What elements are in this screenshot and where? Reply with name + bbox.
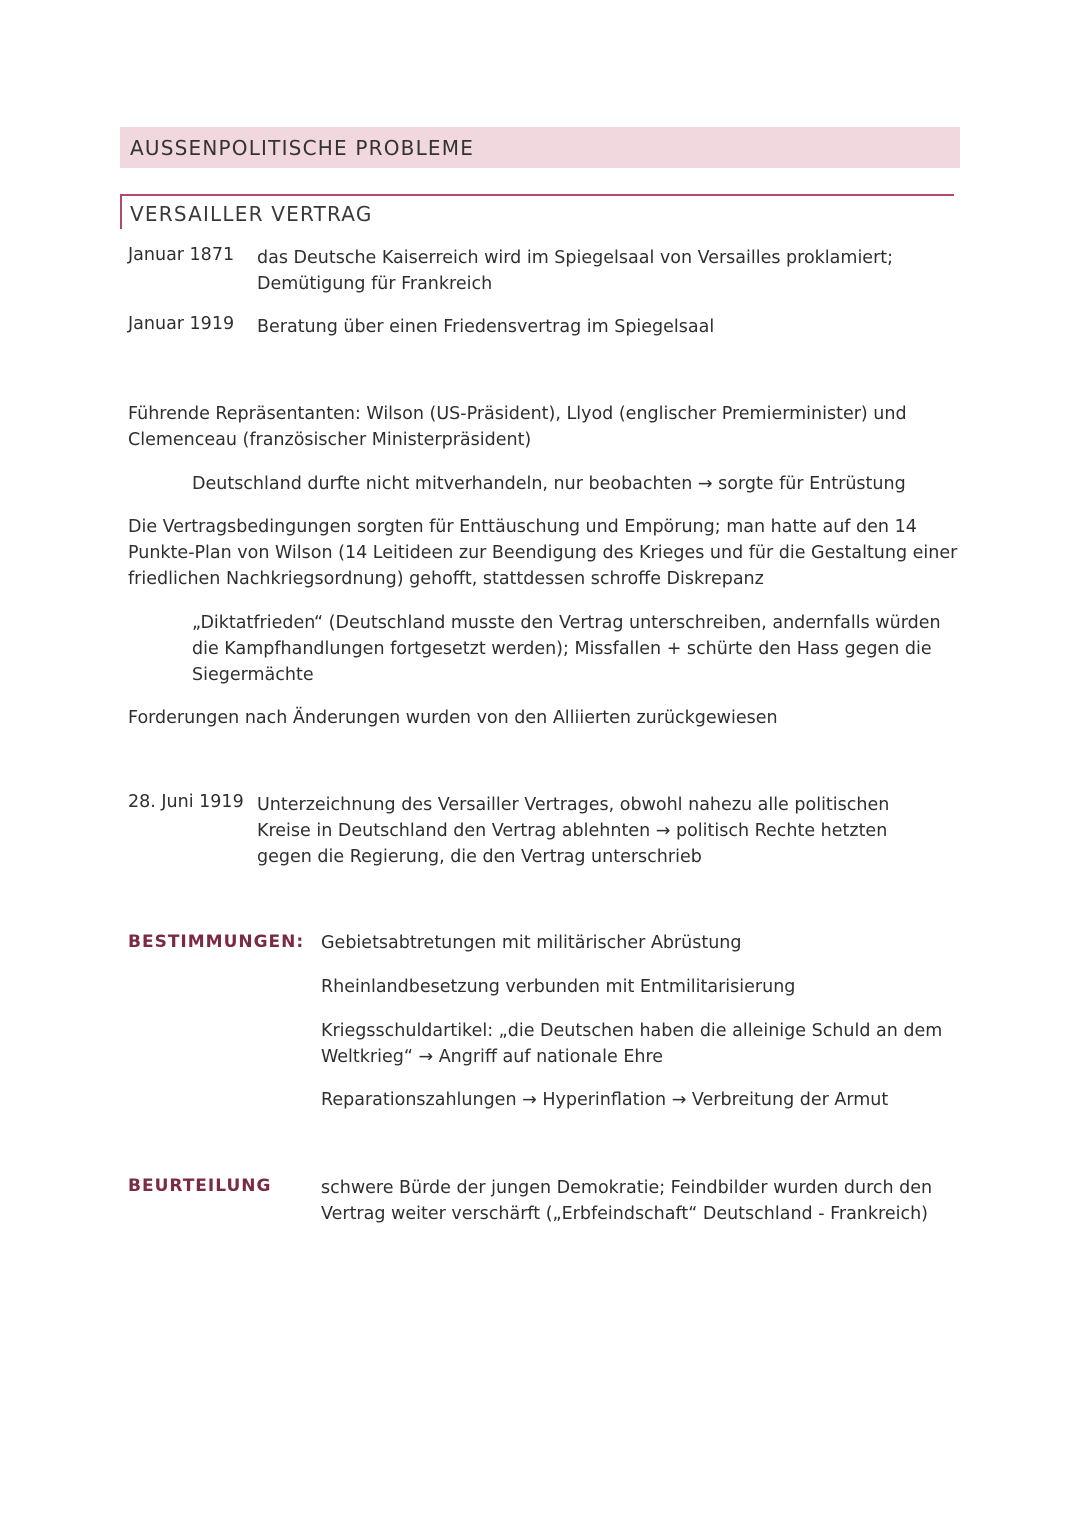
diktat-paragraph: „Diktatfrieden“ (Deutschland musste den Vertrag unterschreiben, andernfalls würden die Kampfhandlungen fortgesetzt werden); Missfallen + schürte den Hass gegen die Siegermächte (192, 613, 941, 685)
beurteilung-text: schwere Bürde der jungen Demokratie; Feindbilder wurden durch den Vertrag weiter verschärft („Erbfeindschaft“ Deutschland - Frankreich) (321, 1178, 933, 1224)
bestimmung-item: Kriegsschuldartikel: „die Deutschen haben die alleinige Schuld an dem Weltkrieg“ → Angriff auf nationale Ehre (321, 1021, 943, 1067)
bestimmung-item: Reparationszahlungen → Hyperinflation → Verbreitung der Armut (321, 1090, 889, 1110)
germany-role-paragraph: Deutschland durfte nicht mitverhandeln, nur beobachten → sorgte für Entrüstung (192, 474, 906, 494)
signing-date: 28. Juni 1919 (128, 792, 244, 812)
representatives-paragraph: Führende Repräsentanten: Wilson (US-Präsident), Llyod (englischer Premierminister) und Clemenceau (französischer Ministerpräsident) (128, 404, 907, 450)
conditions-paragraph: Die Vertragsbedingungen sorgten für Enttäuschung und Empörung; man hatte auf den 14 Punkte-Plan von Wilson (14 Leitideen zur Beendigung des Krieges und für die Gestaltung einer friedlichen Nachkriegsordnung) gehofft, stattdessen schroffe Diskrepanz (128, 517, 958, 589)
bestimmung-item: Gebietsabtretungen mit militärischer Abrüstung (321, 933, 742, 953)
demands-paragraph: Forderungen nach Änderungen wurden von den Alliierten zurückgewiesen (128, 708, 778, 728)
section-title: AUSSENPOLITISCHE PROBLEME (130, 136, 475, 160)
bestimmung-item: Rheinlandbesetzung verbunden mit Entmilitarisierung (321, 977, 796, 997)
subheading-rule (120, 194, 954, 196)
subheading-bar (120, 194, 122, 229)
beurteilung-label: BEURTEILUNG (128, 1176, 272, 1196)
timeline-text-1871: das Deutsche Kaiserreich wird im Spiegelsaal von Versailles proklamiert; Demütigung für Frankreich (257, 248, 894, 294)
bestimmungen-label: BESTIMMUNGEN: (128, 932, 305, 952)
timeline-date-1919: Januar 1919 (128, 314, 235, 334)
signing-text: Unterzeichnung des Versailler Vertrages, obwohl nahezu alle politischen Kreise in Deutschland den Vertrag ablehnten → politisch Rechte hetzten gegen die Regierung, die den Vertrag unterschrieb (257, 795, 890, 867)
timeline-date-1871: Januar 1871 (128, 245, 235, 265)
subheading-title: VERSAILLER VERTRAG (130, 202, 373, 226)
timeline-text-1919: Beratung über einen Friedensvertrag im Spiegelsaal (257, 317, 715, 337)
